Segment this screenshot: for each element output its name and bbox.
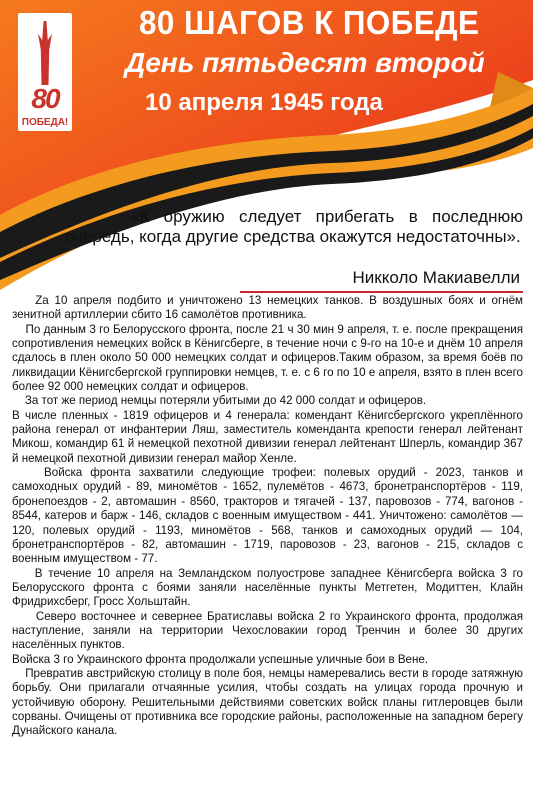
quote-text: «К оружию следует прибегать в последнюю очередь, когда другие средства окажутся недостаточны». xyxy=(65,207,523,246)
quote-author: Никколо Макиавелли xyxy=(352,268,520,287)
author-underline xyxy=(240,291,523,293)
article-body xyxy=(12,294,523,739)
paragraph: В числе пленных - 1819 офицеров и 4 генерала: комендант Кёнигсбергского укреплённого района генерал от инфантерии Ляш, заместитель коменданта крепости генерал лейтенант Микош, командир 61 й немецкой пехотной дивизии генерал лейтенант Шперль, командир 367 й немецкой пехотной дивизии генерал майор Хенле. xyxy=(12,408,523,465)
epigraph-quote xyxy=(65,207,523,247)
day-subtitle: День пятьдесят второй xyxy=(125,47,485,78)
logo-text: ПОБЕДА! xyxy=(21,117,69,128)
paragraph: За тот же период немцы потеряли убитыми до 42 000 солдат и офицеров. xyxy=(12,394,427,408)
paragraph: По данным 3 го Белорусского фронта, после 21 ч 30 мин 9 апреля, т. е. после прекращения сопротивления немецких войск в Кёнигсберге, в течение ночи с 9-го на 10-е и днём 10 апреля сдалось в плен около 50 000 немецких солдат и офицеров.Таким образом, за время боёв по ликвидации Кёнигсбергской группировки немцев, т. е. с 6 го по 10 е апреля, взято в плен всего более 92 000 немецких солдат и офицеров. xyxy=(12,322,523,394)
logo-number: 80 xyxy=(31,83,59,114)
date-subtitle: 10 апреля 1945 года xyxy=(145,89,383,116)
paragraph: Превратив австрийскую столицу в поле боя, немцы намеревались вести в городе затяжную борьбу. Они прилагали отчаянные усилия, чтобы создать на улицах города прочную и устойчивую оборону. Решительными действиями советских войск планы гитлеровцев были сорваны. Очищены от противника все городские районы, расположенные на западном берегу Дунайского канала. xyxy=(12,666,523,738)
paragraph: Войска фронта захватили следующие трофеи: полевых орудий - 2023, танков и самоходных орудий - 89, миномётов - 1652, пулемётов - 4673, бронетранспортёров - 119, бронепоездов - 2, автомашин - 8560, тракторов и тягачей - 137, паровозов - 774, вагонов - 8544, катеров и барж - 146, складов с военным имуществом - 441. Уничтожено: самолётов —120, полевых орудий - 1193, миномётов - 568, танков и самоходных орудий — 104, бронетранспортёров - 82, автомашин - 1719, паровозов - 23, вагонов - 215, складов с военным имуществом - 77. xyxy=(12,466,523,566)
paragraph: В течение 10 апреля на Земландском полуострове западнее Кёнигсберга войска 3 го Белорусского фронта с боями заняли населённые пункты Метгетен, Модиттен, Клайн Фридрихсберг, Гросс Хольштайн. xyxy=(12,566,523,609)
paragraph: Войска 3 го Украинского фронта продолжали успешные уличные бои в Вене. xyxy=(12,652,429,666)
page-title: 80 ШАГОВ К ПОБЕДЕ xyxy=(139,4,480,41)
motherland-statue-icon xyxy=(38,21,52,85)
paragraph: Za 10 апреля подбито и уничтожено 13 немецких танков. В воздушных боях и огнём зенитной артиллерии сбито 16 самолётов противника. xyxy=(12,294,523,322)
paragraph: Северо восточнее и севернее Братиславы войска 2 го Украинского фронта, продолжая наступление, заняли на территории Чехословакии город Тренчин и более 30 других населённых пунктов. xyxy=(12,609,523,652)
victory-80-logo xyxy=(18,13,72,131)
